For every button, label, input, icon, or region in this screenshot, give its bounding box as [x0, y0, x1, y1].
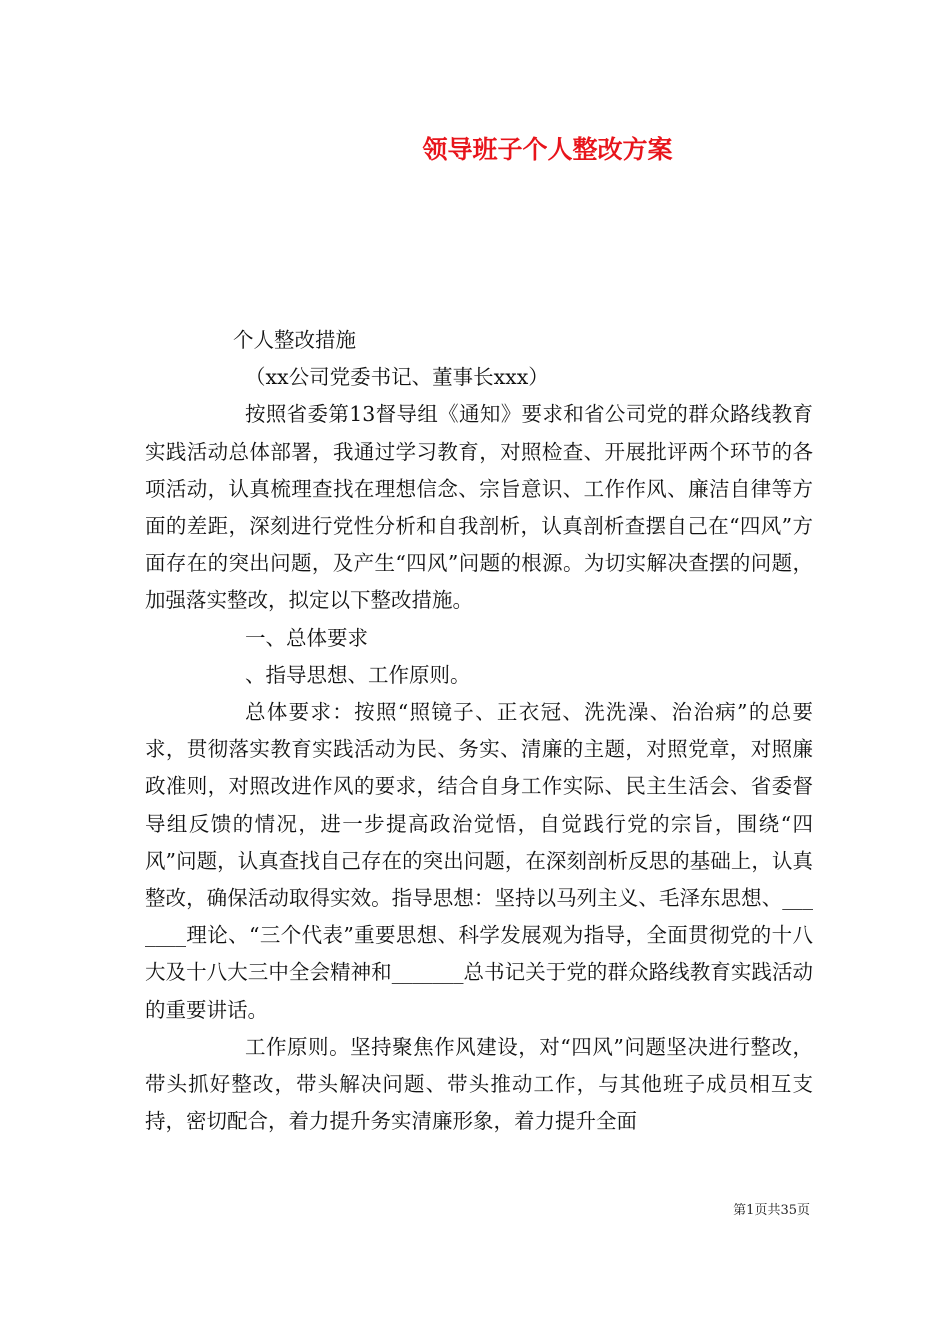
section-one-subheading: 、指导思想、工作原则。 — [245, 662, 471, 687]
document-title: 领导班子个人整改方案 — [422, 135, 673, 164]
document-body — [145, 322, 813, 1140]
section-one-heading: 一、总体要求 — [245, 625, 368, 650]
intro-paragraph: 按照省委第13督导组《通知》要求和省公司党的群众路线教育实践活动总体部署，我通过学习教育，对照检查、开展批评两个环节的各项活动，认真梳理查找在理想信念、宗旨意识、工作作风、廉洁自律等方面的差距，深刻进行党性分析和自我剖析，认真剖析查摆自己在“四风”方面存在的突出问题，及产生“四风”问题的根源。为切实解决查摆的问题，加强落实整改，拟定以下整改措施。 — [145, 402, 813, 613]
page-number: 第1页共35页 — [733, 1203, 810, 1218]
principles-paragraph: 工作原则。坚持聚焦作风建设，对“四风”问题坚决进行整改，带头抓好整改，带头解决问题、带头推动工作，与其他班子成员相互支持，密切配合，着力提升务实清廉形象，着力提升全面 — [145, 1034, 813, 1134]
requirements-paragraph: 总体要求：按照“照镜子、正衣冠、洗洗澡、治治病”的总要求，贯彻落实教育实践活动为民、务实、清廉的主题，对照党章，对照廉政准则，对照改进作风的要求，结合自身工作实际、民主生活会、省委督导组反馈的情况，进一步提高政治觉悟，自觉践行党的宗旨，围绕“四风”问题，认真查找自己存在的突出问题，在深刻剖析反思的基础上，认真整改，确保活动取得实效。指导思想：坚持以马列主义、毛泽东思想、_______理论、“三个代表”重要思想、科学发展观为指导，全面贯彻党的十八大及十八大三中全会精神和_______总书记关于党的群众路线教育实践活动的重要讲话。 — [145, 700, 813, 1022]
author-subheading: （xx公司党委书记、董事长xxx） — [245, 365, 549, 390]
section-heading: 个人整改措施 — [233, 328, 356, 352]
